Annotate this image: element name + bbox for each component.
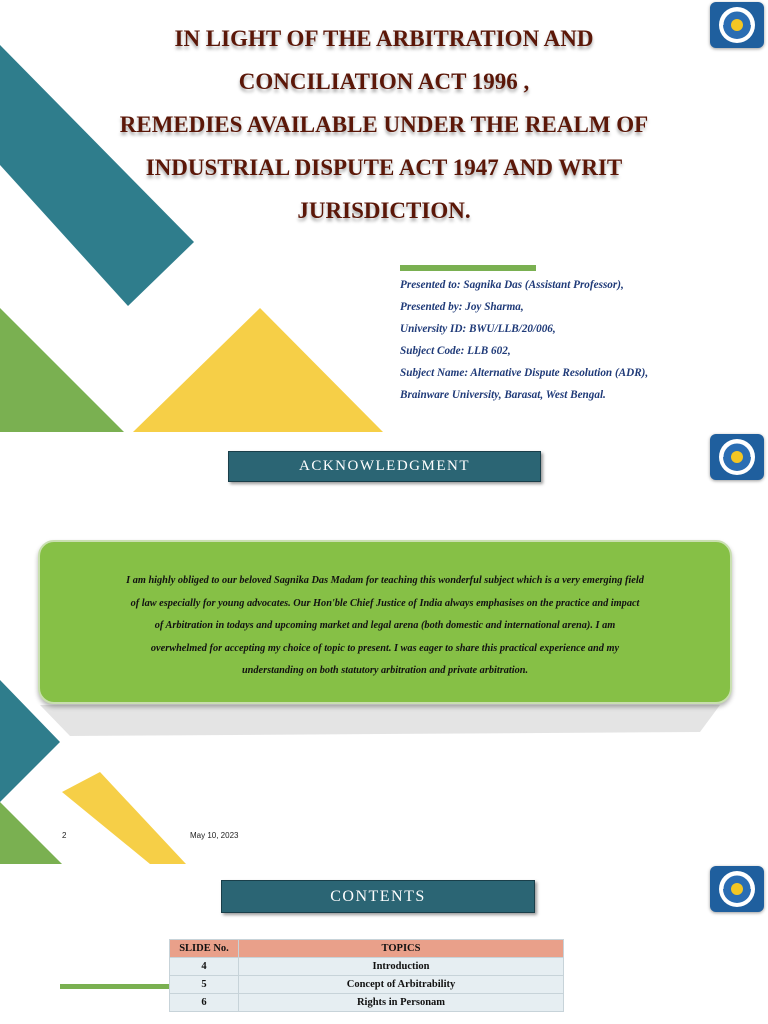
university-logo	[710, 866, 764, 912]
slide-number-cell: 4	[170, 958, 239, 976]
ack-line-1: I am highly obliged to our beloved Sagnika Das Madam for teaching this wonderful subject which is a very emerging field	[126, 575, 644, 586]
acknowledgment-slide	[0, 432, 768, 864]
university-logo	[710, 434, 764, 480]
subject-code: Subject Code: LLB 602,	[400, 345, 511, 357]
green-accent-line	[60, 984, 170, 989]
university-address: Brainware University, Barasat, West Bengal.	[400, 389, 606, 401]
column-header-topics: TOPICS	[239, 940, 564, 958]
presented-by: Presented by: Joy Sharma,	[400, 301, 524, 313]
acknowledgment-text	[54, 570, 716, 683]
page-number: 2	[62, 831, 67, 840]
slide-number-cell: 5	[170, 976, 239, 994]
title-slide	[0, 0, 768, 432]
green-accent-bar	[400, 265, 536, 271]
university-id: University ID: BWU/LLB/20/006,	[400, 323, 556, 335]
table-row	[170, 958, 564, 976]
acknowledgment-box	[38, 540, 732, 704]
topic-cell: Concept of Arbitrability	[239, 976, 564, 994]
grey-shadow-band	[40, 705, 720, 736]
title-line-3: REMEDIES AVAILABLE UNDER THE REALM OF	[119, 112, 649, 137]
slide-date: May 10, 2023	[190, 831, 239, 840]
column-header-slide-no: SLIDE No.	[170, 940, 239, 958]
subject-name: Subject Name: Alternative Dispute Resolution (ADR),	[400, 367, 649, 379]
title-line-5: JURISDICTION.	[297, 198, 471, 223]
topic-cell: Rights in Personam	[239, 994, 564, 1012]
acknowledgment-heading: ACKNOWLEDGMENT	[228, 451, 541, 482]
green-triangle	[0, 802, 62, 864]
table-row	[170, 994, 564, 1012]
contents-heading: CONTENTS	[221, 880, 535, 913]
topic-cell: Introduction	[239, 958, 564, 976]
green-triangle	[0, 308, 124, 432]
contents-slide	[0, 864, 768, 1024]
presented-to: Presented to: Sagnika Das (Assistant Professor),	[400, 279, 624, 291]
ack-line-5: understanding on both statutory arbitration and private arbitration.	[241, 665, 529, 676]
table-header-row	[170, 940, 564, 958]
title-line-2: CONCILIATION ACT 1996 ,	[238, 69, 530, 94]
slide-number-cell: 6	[170, 994, 239, 1012]
ack-line-3: of Arbitration in todays and upcoming market and legal arena (both domestic and international arena). I am	[154, 620, 616, 631]
contents-table	[169, 939, 564, 1012]
table-row	[170, 976, 564, 994]
yellow-triangle	[133, 308, 383, 432]
ack-line-4: overwhelmed for accepting my choice of topic to present. I was eager to share this practical experience and my	[150, 642, 620, 654]
ack-line-2: of law especially for young advocates. Our Hon'ble Chief Justice of India always emphasises on the practice and impact	[130, 597, 640, 609]
title-line-4: INDUSTRIAL DISPUTE ACT 1947 AND WRIT	[145, 155, 623, 180]
title-line-1: IN LIGHT OF THE ARBITRATION AND	[174, 26, 594, 51]
yellow-triangle	[62, 772, 186, 864]
